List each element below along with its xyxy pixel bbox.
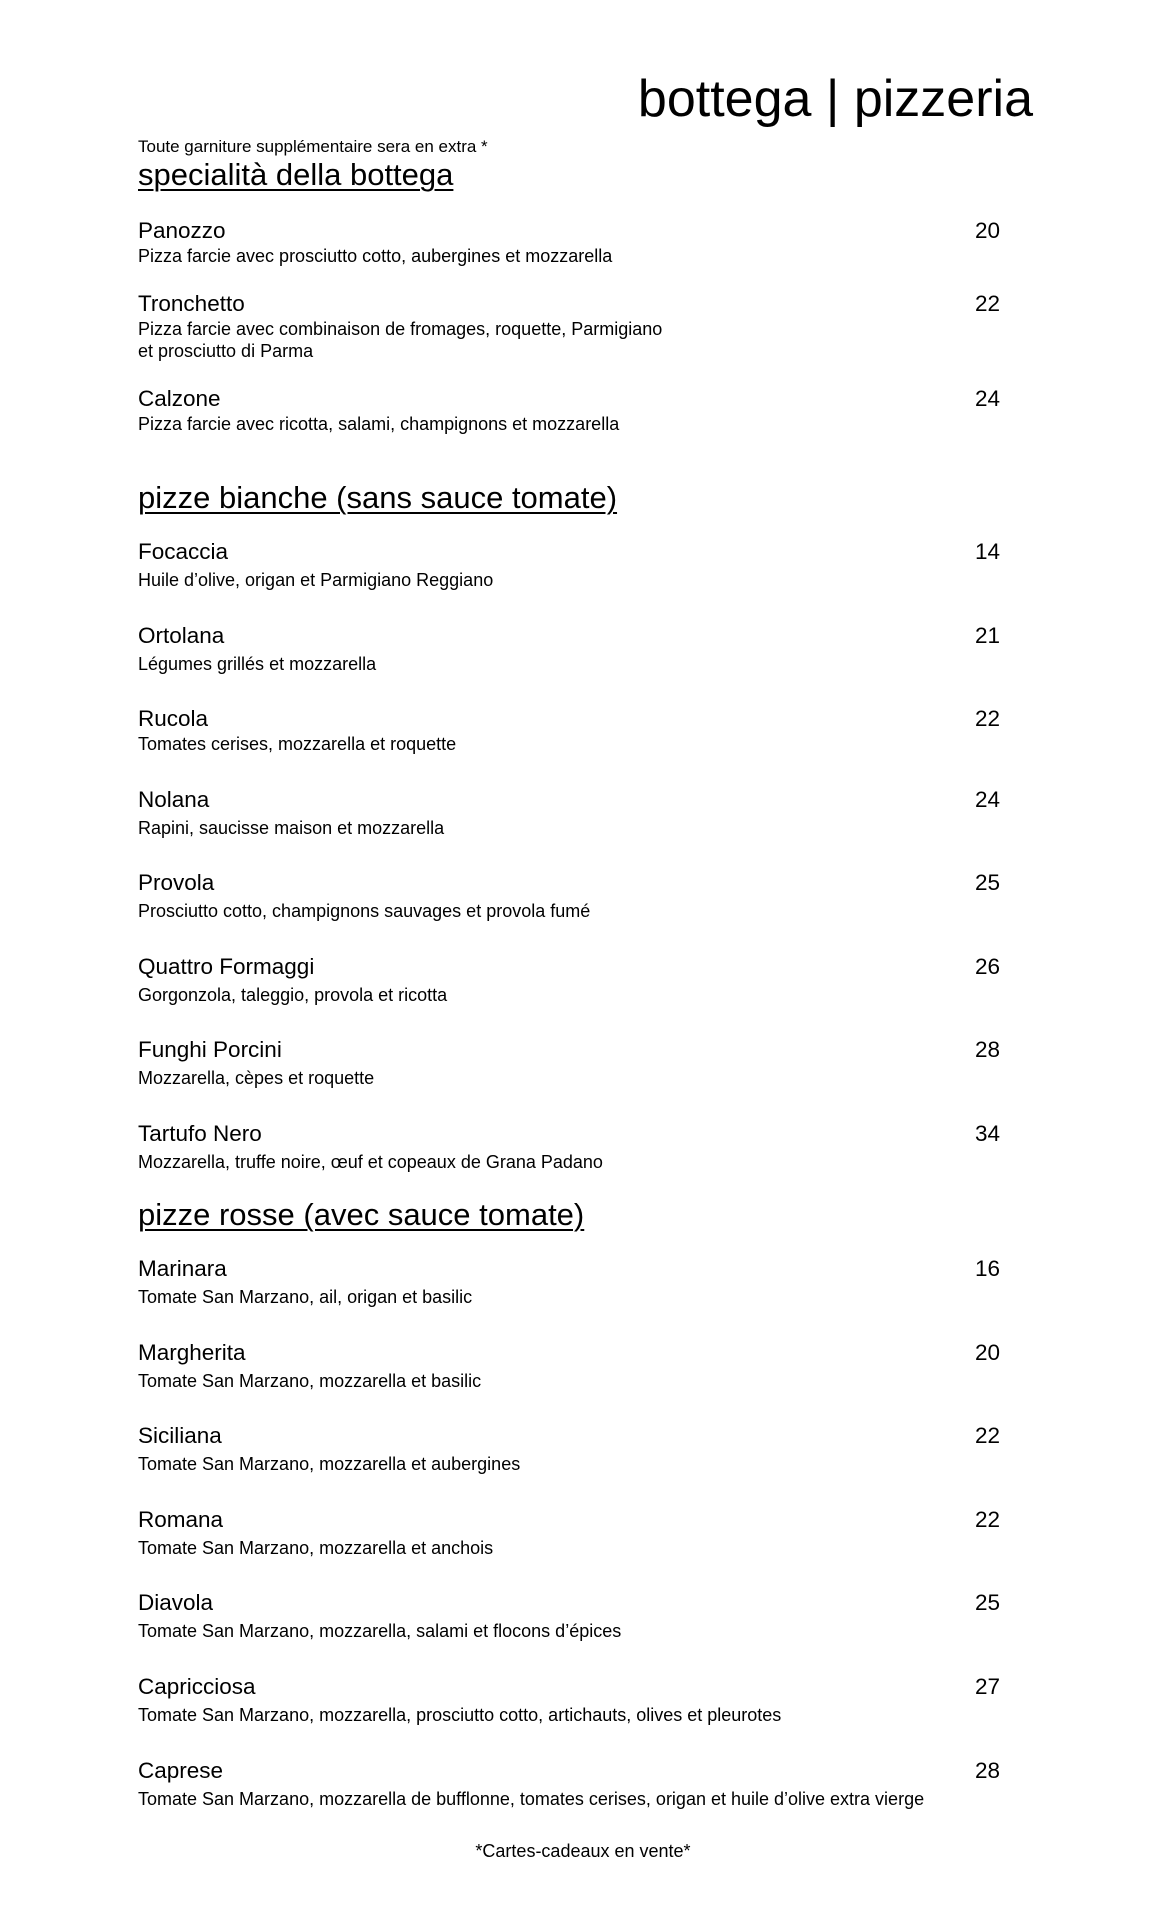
menu-item xyxy=(138,786,1000,839)
item-price: 20 xyxy=(974,1340,1000,1365)
item-price: 34 xyxy=(974,1121,1000,1146)
item-price: 25 xyxy=(974,870,1000,895)
menu-item xyxy=(138,705,1000,755)
item-description: Mozzarella, truffe noire, œuf et copeaux de Grana Padano xyxy=(138,1152,603,1172)
item-description: Tomate San Marzano, ail, origan et basilic xyxy=(138,1287,473,1307)
menu-item xyxy=(138,1422,1000,1475)
item-price: 22 xyxy=(974,706,1000,731)
item-description: Légumes grillés et mozzarella xyxy=(138,654,377,674)
item-name: Margherita xyxy=(138,1340,246,1365)
item-name: Tartufo Nero xyxy=(138,1121,262,1146)
item-description: Tomate San Marzano, mozzarella, salami et flocons d’épices xyxy=(138,1621,622,1641)
menu-item xyxy=(138,1506,1000,1559)
item-name: Tronchetto xyxy=(138,291,245,316)
item-description: Mozzarella, cèpes et roquette xyxy=(138,1068,375,1088)
item-name: Siciliana xyxy=(138,1423,222,1448)
item-name: Capricciosa xyxy=(138,1674,256,1699)
menu-item xyxy=(138,1673,1000,1726)
item-name: Ortolana xyxy=(138,623,225,648)
item-price: 25 xyxy=(974,1590,1000,1615)
section-heading-pizze-bianche: pizze bianche (sans sauce tomate) xyxy=(138,480,618,515)
item-description: Pizza farcie avec combinaison de fromages, roquette, Parmigiano xyxy=(138,319,663,339)
item-name: Quattro Formaggi xyxy=(138,954,315,979)
item-name: Marinara xyxy=(138,1256,227,1281)
item-name: Rucola xyxy=(138,706,209,731)
item-description: Pizza farcie avec ricotta, salami, champignons et mozzarella xyxy=(138,414,620,434)
item-description: Rapini, saucisse maison et mozzarella xyxy=(138,818,445,838)
gift-cards-note: *Cartes-cadeaux en vente* xyxy=(475,1841,691,1861)
menu-item xyxy=(138,953,1000,1006)
item-price: 16 xyxy=(974,1256,1000,1281)
menu-item xyxy=(138,1589,1000,1642)
item-name: Romana xyxy=(138,1507,224,1532)
item-price: 28 xyxy=(974,1037,1000,1062)
menu-item xyxy=(138,385,1000,435)
item-name: Caprese xyxy=(138,1758,224,1783)
menu-item xyxy=(138,622,1000,675)
menu-item xyxy=(138,1120,1000,1173)
item-description: Tomate San Marzano, mozzarella et anchois xyxy=(138,1538,494,1558)
item-description: Tomate San Marzano, mozzarella de bufflonne, tomates cerises, origan et huile d’olive extra vierge xyxy=(138,1789,925,1809)
menu-item xyxy=(138,538,1000,591)
item-price: 20 xyxy=(974,218,1000,243)
item-name: Focaccia xyxy=(138,539,229,564)
item-description: Tomate San Marzano, mozzarella, prosciutto cotto, artichauts, olives et pleurotes xyxy=(138,1705,782,1725)
extra-toppings-note: Toute garniture supplémentaire sera en extra * xyxy=(138,137,488,156)
item-price: 21 xyxy=(974,623,1000,648)
item-name: Calzone xyxy=(138,386,221,411)
item-price: 22 xyxy=(974,1507,1000,1532)
menu-item xyxy=(138,869,1000,922)
item-price: 22 xyxy=(974,1423,1000,1448)
item-description: Tomate San Marzano, mozzarella et aubergines xyxy=(138,1454,521,1474)
item-name: Nolana xyxy=(138,787,210,812)
menu-item xyxy=(138,290,1000,362)
menu-item xyxy=(138,1757,1000,1810)
item-price: 27 xyxy=(974,1674,1000,1699)
item-price: 28 xyxy=(974,1758,1000,1783)
item-price: 26 xyxy=(974,954,1000,979)
item-description: Tomates cerises, mozzarella et roquette xyxy=(138,734,457,754)
menu-item xyxy=(138,1255,1000,1308)
menu-item xyxy=(138,1339,1000,1392)
menu-item xyxy=(138,1036,1000,1089)
item-description-line-2: et prosciutto di Parma xyxy=(138,341,314,361)
item-price: 24 xyxy=(974,787,1000,812)
item-name: Diavola xyxy=(138,1590,214,1615)
menu-item xyxy=(138,217,1000,267)
item-price: 14 xyxy=(974,539,1000,564)
item-description: Pizza farcie avec prosciutto cotto, aubergines et mozzarella xyxy=(138,246,613,266)
item-description: Gorgonzola, taleggio, provola et ricotta xyxy=(138,985,448,1005)
restaurant-title: bottega | pizzeria xyxy=(637,70,1033,128)
item-name: Funghi Porcini xyxy=(138,1037,282,1062)
item-description: Huile d’olive, origan et Parmigiano Reggiano xyxy=(138,570,494,590)
item-name: Panozzo xyxy=(138,218,226,243)
section-heading-pizze-rosse: pizze rosse (avec sauce tomate) xyxy=(138,1197,585,1232)
section-heading-specialita: specialità della bottega xyxy=(138,157,454,192)
item-price: 24 xyxy=(974,386,1000,411)
item-name: Provola xyxy=(138,870,215,895)
item-description: Tomate San Marzano, mozzarella et basilic xyxy=(138,1371,482,1391)
item-description: Prosciutto cotto, champignons sauvages et provola fumé xyxy=(138,901,591,921)
item-price: 22 xyxy=(974,291,1000,316)
